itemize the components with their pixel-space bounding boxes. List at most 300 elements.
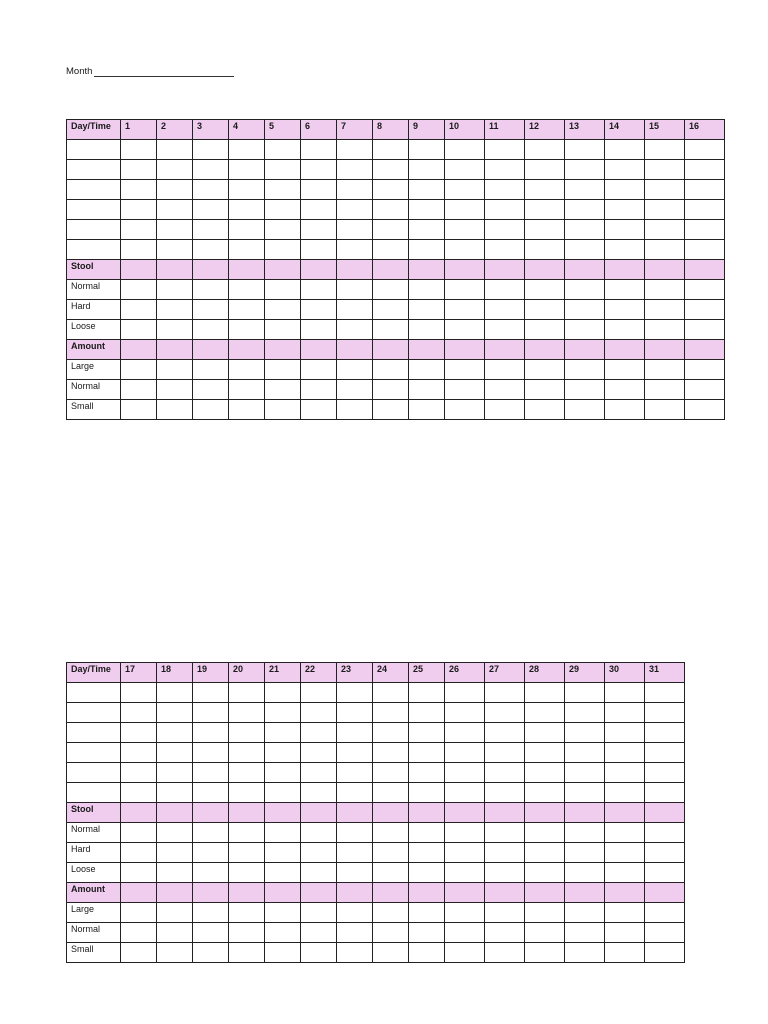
entry-cell[interactable] [645, 320, 685, 340]
entry-cell[interactable] [157, 240, 193, 260]
entry-cell[interactable] [445, 703, 485, 723]
entry-cell[interactable] [445, 783, 485, 803]
entry-cell[interactable] [121, 200, 157, 220]
entry-cell[interactable] [337, 160, 373, 180]
entry-cell[interactable] [157, 300, 193, 320]
entry-cell[interactable] [121, 683, 157, 703]
entry-cell[interactable] [121, 743, 157, 763]
entry-cell[interactable] [485, 843, 525, 863]
entry-cell[interactable] [337, 743, 373, 763]
entry-cell[interactable] [409, 763, 445, 783]
entry-cell[interactable] [373, 400, 409, 420]
entry-cell[interactable] [193, 843, 229, 863]
entry-cell[interactable] [121, 180, 157, 200]
entry-cell[interactable] [525, 923, 565, 943]
entry-cell[interactable] [445, 160, 485, 180]
entry-cell[interactable] [409, 320, 445, 340]
entry-cell[interactable] [485, 943, 525, 963]
entry-cell[interactable] [565, 903, 605, 923]
entry-cell[interactable] [409, 863, 445, 883]
entry-cell[interactable] [193, 703, 229, 723]
entry-cell[interactable] [445, 280, 485, 300]
entry-cell[interactable] [645, 903, 685, 923]
entry-cell[interactable] [157, 823, 193, 843]
entry-cell[interactable] [485, 400, 525, 420]
entry-cell[interactable] [337, 220, 373, 240]
entry-cell[interactable] [525, 703, 565, 723]
entry-cell[interactable] [229, 320, 265, 340]
entry-cell[interactable] [373, 783, 409, 803]
entry-cell[interactable] [157, 843, 193, 863]
entry-cell[interactable] [685, 300, 725, 320]
entry-cell[interactable] [409, 160, 445, 180]
entry-cell[interactable] [121, 783, 157, 803]
entry-cell[interactable] [265, 903, 301, 923]
entry-cell[interactable] [157, 683, 193, 703]
entry-cell[interactable] [409, 400, 445, 420]
entry-cell[interactable] [525, 320, 565, 340]
entry-cell[interactable] [301, 300, 337, 320]
entry-cell[interactable] [301, 380, 337, 400]
entry-cell[interactable] [605, 703, 645, 723]
entry-cell[interactable] [265, 923, 301, 943]
entry-cell[interactable] [337, 723, 373, 743]
entry-cell[interactable] [685, 220, 725, 240]
entry-cell[interactable] [373, 723, 409, 743]
entry-cell[interactable] [373, 923, 409, 943]
entry-cell[interactable] [193, 863, 229, 883]
entry-cell[interactable] [121, 823, 157, 843]
entry-cell[interactable] [445, 240, 485, 260]
entry-cell[interactable] [229, 200, 265, 220]
entry-cell[interactable] [605, 220, 645, 240]
entry-cell[interactable] [157, 380, 193, 400]
entry-cell[interactable] [193, 943, 229, 963]
entry-cell[interactable] [409, 300, 445, 320]
entry-cell[interactable] [373, 180, 409, 200]
entry-cell[interactable] [445, 743, 485, 763]
time-entry-cell[interactable] [67, 743, 121, 763]
entry-cell[interactable] [605, 823, 645, 843]
entry-cell[interactable] [605, 923, 645, 943]
entry-cell[interactable] [337, 180, 373, 200]
entry-cell[interactable] [605, 240, 645, 260]
entry-cell[interactable] [229, 280, 265, 300]
entry-cell[interactable] [121, 160, 157, 180]
entry-cell[interactable] [445, 943, 485, 963]
entry-cell[interactable] [265, 360, 301, 380]
entry-cell[interactable] [645, 360, 685, 380]
entry-cell[interactable] [445, 843, 485, 863]
entry-cell[interactable] [301, 180, 337, 200]
entry-cell[interactable] [485, 160, 525, 180]
entry-cell[interactable] [605, 300, 645, 320]
entry-cell[interactable] [685, 160, 725, 180]
entry-cell[interactable] [265, 180, 301, 200]
entry-cell[interactable] [605, 180, 645, 200]
entry-cell[interactable] [565, 923, 605, 943]
entry-cell[interactable] [485, 280, 525, 300]
entry-cell[interactable] [525, 220, 565, 240]
entry-cell[interactable] [445, 380, 485, 400]
entry-cell[interactable] [565, 220, 605, 240]
entry-cell[interactable] [193, 300, 229, 320]
entry-cell[interactable] [605, 160, 645, 180]
entry-cell[interactable] [121, 943, 157, 963]
entry-cell[interactable] [605, 683, 645, 703]
entry-cell[interactable] [121, 903, 157, 923]
entry-cell[interactable] [409, 703, 445, 723]
entry-cell[interactable] [193, 240, 229, 260]
entry-cell[interactable] [157, 923, 193, 943]
entry-cell[interactable] [337, 400, 373, 420]
entry-cell[interactable] [301, 400, 337, 420]
entry-cell[interactable] [409, 220, 445, 240]
entry-cell[interactable] [565, 180, 605, 200]
entry-cell[interactable] [685, 200, 725, 220]
entry-cell[interactable] [565, 703, 605, 723]
entry-cell[interactable] [485, 683, 525, 703]
entry-cell[interactable] [525, 160, 565, 180]
entry-cell[interactable] [565, 240, 605, 260]
entry-cell[interactable] [445, 763, 485, 783]
entry-cell[interactable] [373, 360, 409, 380]
entry-cell[interactable] [337, 320, 373, 340]
entry-cell[interactable] [157, 200, 193, 220]
entry-cell[interactable] [157, 943, 193, 963]
entry-cell[interactable] [229, 943, 265, 963]
entry-cell[interactable] [265, 140, 301, 160]
entry-cell[interactable] [337, 360, 373, 380]
entry-cell[interactable] [373, 823, 409, 843]
entry-cell[interactable] [337, 140, 373, 160]
entry-cell[interactable] [645, 280, 685, 300]
entry-cell[interactable] [485, 743, 525, 763]
entry-cell[interactable] [337, 280, 373, 300]
entry-cell[interactable] [565, 280, 605, 300]
entry-cell[interactable] [193, 903, 229, 923]
entry-cell[interactable] [685, 180, 725, 200]
entry-cell[interactable] [229, 400, 265, 420]
entry-cell[interactable] [373, 240, 409, 260]
entry-cell[interactable] [485, 783, 525, 803]
entry-cell[interactable] [373, 160, 409, 180]
entry-cell[interactable] [301, 240, 337, 260]
entry-cell[interactable] [121, 863, 157, 883]
entry-cell[interactable] [301, 823, 337, 843]
entry-cell[interactable] [373, 763, 409, 783]
entry-cell[interactable] [121, 280, 157, 300]
entry-cell[interactable] [121, 723, 157, 743]
entry-cell[interactable] [605, 943, 645, 963]
entry-cell[interactable] [229, 783, 265, 803]
entry-cell[interactable] [229, 300, 265, 320]
entry-cell[interactable] [373, 200, 409, 220]
entry-cell[interactable] [645, 763, 685, 783]
entry-cell[interactable] [157, 220, 193, 240]
entry-cell[interactable] [565, 400, 605, 420]
entry-cell[interactable] [445, 140, 485, 160]
entry-cell[interactable] [121, 843, 157, 863]
entry-cell[interactable] [525, 763, 565, 783]
entry-cell[interactable] [565, 763, 605, 783]
entry-cell[interactable] [645, 200, 685, 220]
entry-cell[interactable] [193, 683, 229, 703]
entry-cell[interactable] [301, 863, 337, 883]
entry-cell[interactable] [645, 923, 685, 943]
entry-cell[interactable] [645, 160, 685, 180]
entry-cell[interactable] [445, 180, 485, 200]
entry-cell[interactable] [157, 180, 193, 200]
entry-cell[interactable] [645, 843, 685, 863]
entry-cell[interactable] [525, 683, 565, 703]
entry-cell[interactable] [645, 220, 685, 240]
entry-cell[interactable] [445, 903, 485, 923]
entry-cell[interactable] [373, 703, 409, 723]
entry-cell[interactable] [229, 240, 265, 260]
time-entry-cell[interactable] [67, 683, 121, 703]
entry-cell[interactable] [485, 180, 525, 200]
entry-cell[interactable] [157, 703, 193, 723]
entry-cell[interactable] [229, 743, 265, 763]
entry-cell[interactable] [485, 923, 525, 943]
entry-cell[interactable] [565, 300, 605, 320]
entry-cell[interactable] [229, 683, 265, 703]
entry-cell[interactable] [565, 200, 605, 220]
entry-cell[interactable] [337, 823, 373, 843]
entry-cell[interactable] [265, 743, 301, 763]
entry-cell[interactable] [373, 320, 409, 340]
entry-cell[interactable] [301, 220, 337, 240]
entry-cell[interactable] [373, 903, 409, 923]
entry-cell[interactable] [229, 160, 265, 180]
entry-cell[interactable] [157, 360, 193, 380]
entry-cell[interactable] [337, 943, 373, 963]
entry-cell[interactable] [373, 943, 409, 963]
entry-cell[interactable] [485, 863, 525, 883]
entry-cell[interactable] [337, 200, 373, 220]
entry-cell[interactable] [445, 300, 485, 320]
entry-cell[interactable] [157, 903, 193, 923]
entry-cell[interactable] [157, 743, 193, 763]
entry-cell[interactable] [265, 280, 301, 300]
entry-cell[interactable] [409, 683, 445, 703]
entry-cell[interactable] [373, 843, 409, 863]
time-entry-cell[interactable] [67, 160, 121, 180]
entry-cell[interactable] [409, 743, 445, 763]
entry-cell[interactable] [409, 200, 445, 220]
entry-cell[interactable] [525, 943, 565, 963]
month-input-line[interactable] [94, 66, 234, 77]
entry-cell[interactable] [373, 863, 409, 883]
entry-cell[interactable] [685, 380, 725, 400]
entry-cell[interactable] [605, 903, 645, 923]
time-entry-cell[interactable] [67, 140, 121, 160]
entry-cell[interactable] [301, 200, 337, 220]
entry-cell[interactable] [525, 180, 565, 200]
entry-cell[interactable] [229, 703, 265, 723]
entry-cell[interactable] [605, 743, 645, 763]
entry-cell[interactable] [485, 360, 525, 380]
entry-cell[interactable] [265, 200, 301, 220]
entry-cell[interactable] [193, 763, 229, 783]
entry-cell[interactable] [525, 823, 565, 843]
entry-cell[interactable] [193, 220, 229, 240]
entry-cell[interactable] [373, 380, 409, 400]
entry-cell[interactable] [409, 180, 445, 200]
entry-cell[interactable] [121, 360, 157, 380]
entry-cell[interactable] [565, 360, 605, 380]
entry-cell[interactable] [645, 300, 685, 320]
entry-cell[interactable] [525, 400, 565, 420]
entry-cell[interactable] [645, 703, 685, 723]
entry-cell[interactable] [229, 903, 265, 923]
entry-cell[interactable] [565, 723, 605, 743]
entry-cell[interactable] [409, 240, 445, 260]
entry-cell[interactable] [605, 380, 645, 400]
entry-cell[interactable] [193, 200, 229, 220]
entry-cell[interactable] [409, 723, 445, 743]
entry-cell[interactable] [485, 220, 525, 240]
entry-cell[interactable] [337, 763, 373, 783]
entry-cell[interactable] [565, 140, 605, 160]
entry-cell[interactable] [121, 140, 157, 160]
entry-cell[interactable] [605, 400, 645, 420]
entry-cell[interactable] [525, 200, 565, 220]
entry-cell[interactable] [157, 280, 193, 300]
entry-cell[interactable] [409, 360, 445, 380]
entry-cell[interactable] [301, 743, 337, 763]
entry-cell[interactable] [565, 863, 605, 883]
entry-cell[interactable] [565, 783, 605, 803]
entry-cell[interactable] [605, 763, 645, 783]
entry-cell[interactable] [229, 863, 265, 883]
entry-cell[interactable] [525, 723, 565, 743]
entry-cell[interactable] [265, 703, 301, 723]
entry-cell[interactable] [229, 723, 265, 743]
time-entry-cell[interactable] [67, 200, 121, 220]
entry-cell[interactable] [605, 863, 645, 883]
entry-cell[interactable] [337, 863, 373, 883]
entry-cell[interactable] [409, 903, 445, 923]
entry-cell[interactable] [301, 360, 337, 380]
entry-cell[interactable] [685, 360, 725, 380]
entry-cell[interactable] [373, 220, 409, 240]
entry-cell[interactable] [337, 903, 373, 923]
entry-cell[interactable] [157, 140, 193, 160]
entry-cell[interactable] [485, 140, 525, 160]
entry-cell[interactable] [265, 320, 301, 340]
entry-cell[interactable] [265, 220, 301, 240]
entry-cell[interactable] [265, 763, 301, 783]
entry-cell[interactable] [157, 320, 193, 340]
entry-cell[interactable] [301, 923, 337, 943]
entry-cell[interactable] [373, 140, 409, 160]
entry-cell[interactable] [301, 160, 337, 180]
entry-cell[interactable] [229, 360, 265, 380]
entry-cell[interactable] [265, 380, 301, 400]
entry-cell[interactable] [265, 823, 301, 843]
entry-cell[interactable] [409, 823, 445, 843]
entry-cell[interactable] [337, 783, 373, 803]
entry-cell[interactable] [301, 140, 337, 160]
entry-cell[interactable] [265, 400, 301, 420]
entry-cell[interactable] [485, 723, 525, 743]
entry-cell[interactable] [525, 140, 565, 160]
entry-cell[interactable] [337, 380, 373, 400]
entry-cell[interactable] [301, 683, 337, 703]
entry-cell[interactable] [301, 280, 337, 300]
entry-cell[interactable] [605, 140, 645, 160]
entry-cell[interactable] [645, 140, 685, 160]
entry-cell[interactable] [121, 703, 157, 723]
entry-cell[interactable] [265, 783, 301, 803]
time-entry-cell[interactable] [67, 783, 121, 803]
entry-cell[interactable] [445, 200, 485, 220]
entry-cell[interactable] [485, 200, 525, 220]
entry-cell[interactable] [121, 240, 157, 260]
entry-cell[interactable] [409, 923, 445, 943]
entry-cell[interactable] [193, 160, 229, 180]
entry-cell[interactable] [409, 783, 445, 803]
entry-cell[interactable] [485, 240, 525, 260]
entry-cell[interactable] [193, 320, 229, 340]
entry-cell[interactable] [645, 823, 685, 843]
entry-cell[interactable] [525, 380, 565, 400]
entry-cell[interactable] [409, 943, 445, 963]
entry-cell[interactable] [525, 300, 565, 320]
entry-cell[interactable] [229, 380, 265, 400]
entry-cell[interactable] [301, 703, 337, 723]
entry-cell[interactable] [525, 280, 565, 300]
entry-cell[interactable] [265, 943, 301, 963]
entry-cell[interactable] [373, 743, 409, 763]
entry-cell[interactable] [229, 763, 265, 783]
entry-cell[interactable] [645, 240, 685, 260]
entry-cell[interactable] [193, 783, 229, 803]
entry-cell[interactable] [337, 923, 373, 943]
entry-cell[interactable] [337, 240, 373, 260]
time-entry-cell[interactable] [67, 723, 121, 743]
entry-cell[interactable] [193, 140, 229, 160]
entry-cell[interactable] [605, 843, 645, 863]
entry-cell[interactable] [645, 180, 685, 200]
entry-cell[interactable] [193, 823, 229, 843]
entry-cell[interactable] [193, 380, 229, 400]
entry-cell[interactable] [229, 140, 265, 160]
entry-cell[interactable] [157, 763, 193, 783]
entry-cell[interactable] [565, 843, 605, 863]
entry-cell[interactable] [229, 220, 265, 240]
entry-cell[interactable] [121, 320, 157, 340]
entry-cell[interactable] [605, 783, 645, 803]
entry-cell[interactable] [301, 943, 337, 963]
entry-cell[interactable] [525, 843, 565, 863]
entry-cell[interactable] [157, 863, 193, 883]
time-entry-cell[interactable] [67, 240, 121, 260]
entry-cell[interactable] [605, 200, 645, 220]
entry-cell[interactable] [485, 763, 525, 783]
entry-cell[interactable] [121, 220, 157, 240]
entry-cell[interactable] [409, 280, 445, 300]
entry-cell[interactable] [565, 683, 605, 703]
time-entry-cell[interactable] [67, 180, 121, 200]
entry-cell[interactable] [265, 863, 301, 883]
entry-cell[interactable] [525, 783, 565, 803]
entry-cell[interactable] [445, 400, 485, 420]
entry-cell[interactable] [301, 763, 337, 783]
entry-cell[interactable] [685, 320, 725, 340]
